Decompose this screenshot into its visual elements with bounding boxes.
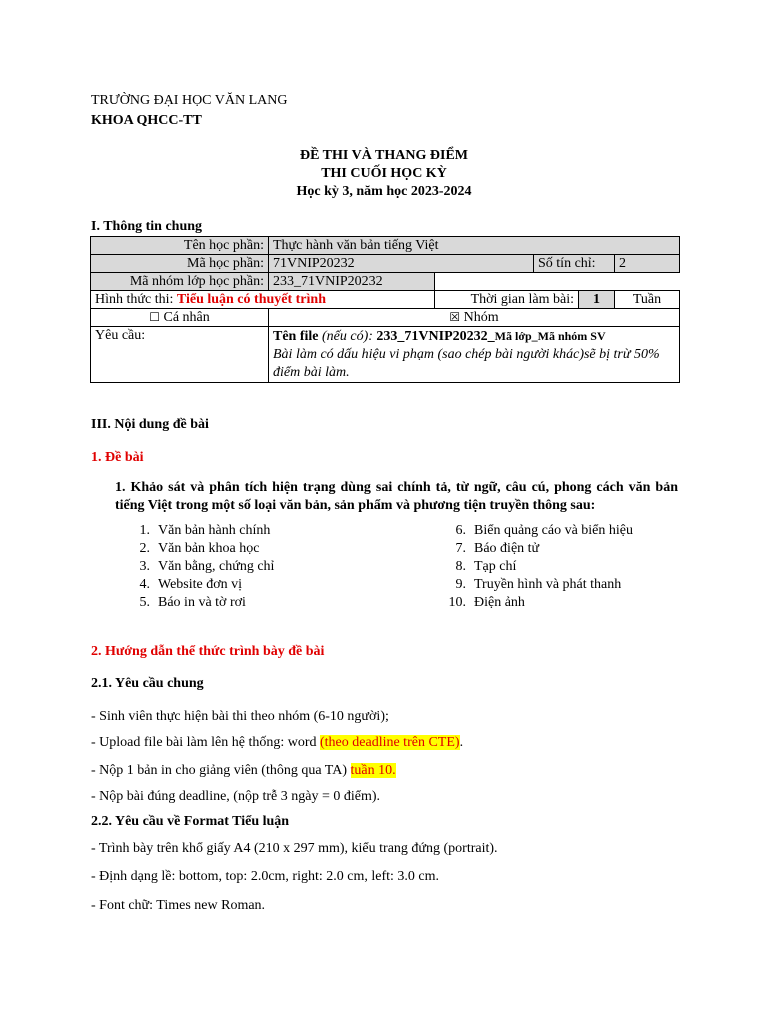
- format-paper: - Trình bày trên khổ giấy A4 (210 x 297 mm), kiểu trang đứng (portrait).: [91, 841, 498, 856]
- list-item: 1. Văn bản hành chính: [139, 523, 271, 538]
- list-item: 5. Báo in và tờ rơi: [139, 595, 246, 610]
- table-row: [91, 255, 680, 273]
- duration-value: 1: [579, 291, 615, 309]
- list-item: 3. Văn bằng, chứng chỉ: [139, 559, 275, 574]
- table-row: [91, 273, 680, 291]
- individual-option: [91, 309, 269, 327]
- course-code-label: Mã học phần:: [91, 255, 269, 273]
- table-row: [91, 327, 680, 383]
- class-group-label: Mã nhóm lớp học phần:: [91, 273, 269, 291]
- upload-deadline-highlight: (theo deadline trên CTE): [320, 735, 460, 750]
- part21-heading: 2.1. Yêu cầu chung: [91, 676, 204, 691]
- list-item: 9. Truyền hình và phát thanh: [455, 577, 622, 592]
- file-name-note: (nếu có):: [322, 329, 373, 344]
- group-label: Nhóm: [463, 310, 499, 325]
- duration-label: Thời gian làm bài:: [435, 291, 579, 309]
- requirement-content: [269, 327, 680, 383]
- list-item: 6. Biển quảng cáo và biển hiệu: [455, 523, 634, 538]
- requirement-label: Yêu cầu:: [91, 327, 269, 383]
- question-1: 1. Khảo sát và phân tích hiện trạng dùng sai chính tả, từ ngữ, câu cú, phong cách văn bản tiếng Việt trong một số loại văn bản, sản phẩm và phương tiện truyền thông sau:: [115, 480, 678, 513]
- file-name-suffix: Mã lớp_Mã nhóm SV: [494, 329, 606, 343]
- department-name: KHOA QHCC-TT: [91, 113, 202, 128]
- section-content-heading: III. Nội dung đề bài: [91, 417, 209, 432]
- section-general-info-heading: I. Thông tin chung: [91, 219, 203, 234]
- exam-form-cell: [91, 291, 435, 309]
- media-list-left: [128, 522, 274, 612]
- course-name-value: Thực hành văn bản tiếng Việt: [269, 237, 680, 255]
- list-item: 2. Văn bản khoa học: [139, 541, 260, 556]
- empty-cell: [435, 273, 680, 291]
- file-name-label: Tên file: [273, 329, 319, 344]
- course-name-label: Tên học phần:: [91, 237, 269, 255]
- credits-label: Số tín chỉ:: [534, 255, 615, 273]
- requirement-print: - Nộp 1 bản in cho giảng viên (thông qua TA) tuần 10.: [91, 763, 396, 778]
- class-group-value: 233_71VNIP20232: [269, 273, 435, 291]
- semester-line: Học kỳ 3, năm học 2023-2024: [296, 184, 472, 199]
- format-font: - Font chữ: Times new Roman.: [91, 898, 266, 913]
- part22-heading: 2.2. Yêu cầu về Format Tiểu luận: [91, 814, 290, 829]
- requirement-deadline: - Nộp bài đúng deadline, (nộp trễ 3 ngày = 0 điểm).: [91, 789, 380, 804]
- plagiarism-note: Bài làm có dấu hiệu vi phạm (sao chép bài người khác)sẽ bị trừ 50% điểm bài làm.: [273, 347, 660, 380]
- credits-value: 2: [615, 255, 680, 273]
- exam-subtitle: THI CUỐI HỌC KỲ: [321, 166, 447, 181]
- part2-heading: 2. Hướng dẫn thể thức trình bày đề bài: [91, 644, 325, 659]
- individual-checkbox[interactable]: ☐: [149, 310, 160, 324]
- exam-title: ĐỀ THI VÀ THANG ĐIỂM: [299, 148, 469, 163]
- table-row: [91, 237, 680, 255]
- requirement-group-work: - Sinh viên thực hiện bài thi theo nhóm (6-10 người);: [91, 709, 389, 724]
- list-item: 8. Tạp chí: [455, 559, 517, 574]
- individual-label: Cá nhân: [163, 310, 210, 325]
- print-week-highlight: tuần 10.: [350, 763, 396, 778]
- group-option: [269, 309, 680, 327]
- requirement-upload: - Upload file bài làm lên hệ thống: word (theo deadline trên CTE).: [91, 735, 464, 750]
- exam-form-value: Tiểu luận có thuyết trình: [176, 292, 326, 307]
- group-checkbox[interactable]: ☒: [449, 310, 461, 324]
- exam-form-label: Hình thức thi:: [95, 292, 174, 307]
- course-code-value: 71VNIP20232: [269, 255, 534, 273]
- media-list-right: [444, 522, 633, 612]
- table-row: [91, 309, 680, 327]
- table-row: [91, 291, 680, 309]
- duration-unit: Tuần: [615, 291, 680, 309]
- format-margins: - Định dạng lề: bottom, top: 2.0cm, right: 2.0 cm, left: 3.0 cm.: [91, 869, 440, 884]
- list-item: 4. Website đơn vị: [139, 577, 243, 592]
- list-item: 10. Điện ảnh: [448, 595, 525, 610]
- file-name-prefix: 233_71VNIP20232_: [376, 329, 495, 344]
- school-name: TRƯỜNG ĐẠI HỌC VĂN LANG: [91, 93, 288, 108]
- general-info-table: [90, 236, 680, 383]
- list-item: 7. Báo điện tử: [455, 541, 540, 556]
- part1-heading: 1. Đề bài: [91, 450, 144, 465]
